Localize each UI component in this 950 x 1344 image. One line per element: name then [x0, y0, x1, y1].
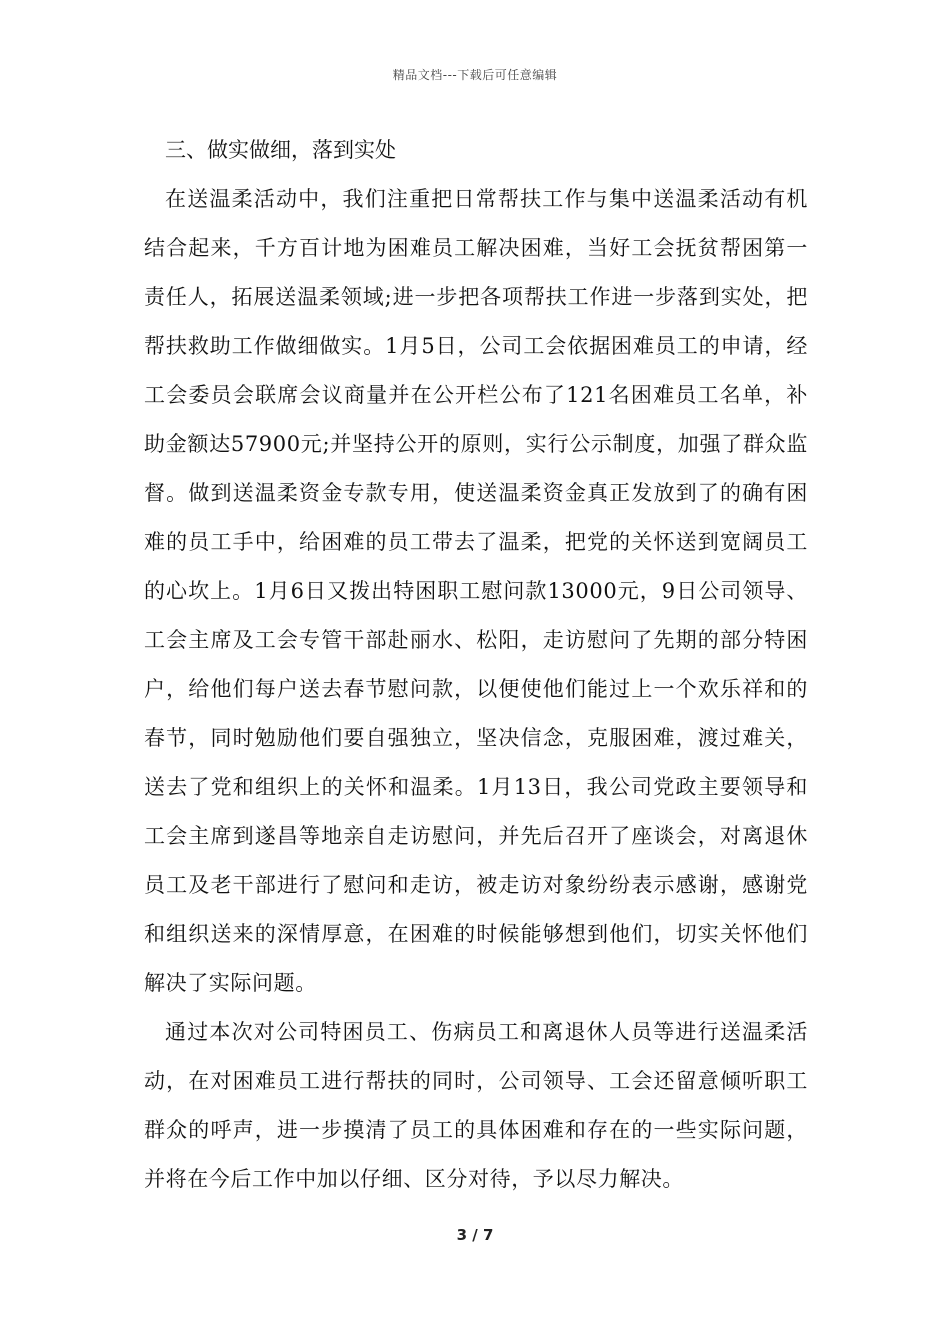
page-number: 3 / 7 — [456, 1226, 494, 1244]
body-paragraph-2: 通过本次对公司特困员工、伤病员工和离退休人员等进行送温柔活动，在对困难员工进行帮扶的同时，公司领导、工会还留意倾听职工群众的呼声，进一步摸清了员工的具体困难和存在的一些实际问题，并将在今后工作中加以仔细、区分对待，予以尽力解决。 — [144, 1020, 808, 1191]
document-body — [144, 126, 808, 1204]
page-header: 精品文档---下载后可任意编辑 — [392, 68, 558, 82]
section-heading: 三、做实做细，落到实处 — [165, 138, 396, 162]
body-paragraph-1: 在送温柔活动中，我们注重把日常帮扶工作与集中送温柔活动有机结合起来，千方百计地为困难员工解决困难，当好工会抚贫帮困第一责任人，拓展送温柔领域;进一步把各项帮扶工作进一步落到实处，把帮扶救助工作做细做实。1月5日，公司工会依据困难员工的申请，经工会委员会联席会议商量并在公开栏公布了121名困难员工名单，补助金额达57900元;并坚持公开的原则，实行公示制度，加强了群众监督。做到送温柔资金专款专用，使送温柔资金真正发放到了的确有困难的员工手中，给困难的员工带去了温柔，把党的关怀送到宽阔员工的心坎上。1月6日又拨出特困职工慰问款13000元，9日公司领导、工会主席及工会专管干部赴丽水、松阳，走访慰问了先期的部分特困户，给他们每户送去春节慰问款，以便使他们能过上一个欢乐祥和的春节，同时勉励他们要自强独立，坚决信念，克服困难，渡过难关，送去了党和组织上的关怀和温柔。1月13日，我公司党政主要领导和工会主席到遂昌等地亲自走访慰问，并先后召开了座谈会，对离退休员工及老干部进行了慰问和走访，被走访对象纷纷表示感谢，感谢党和组织送来的深情厚意，在困难的时候能够想到他们，切实关怀他们解决了实际问题。 — [144, 187, 808, 995]
